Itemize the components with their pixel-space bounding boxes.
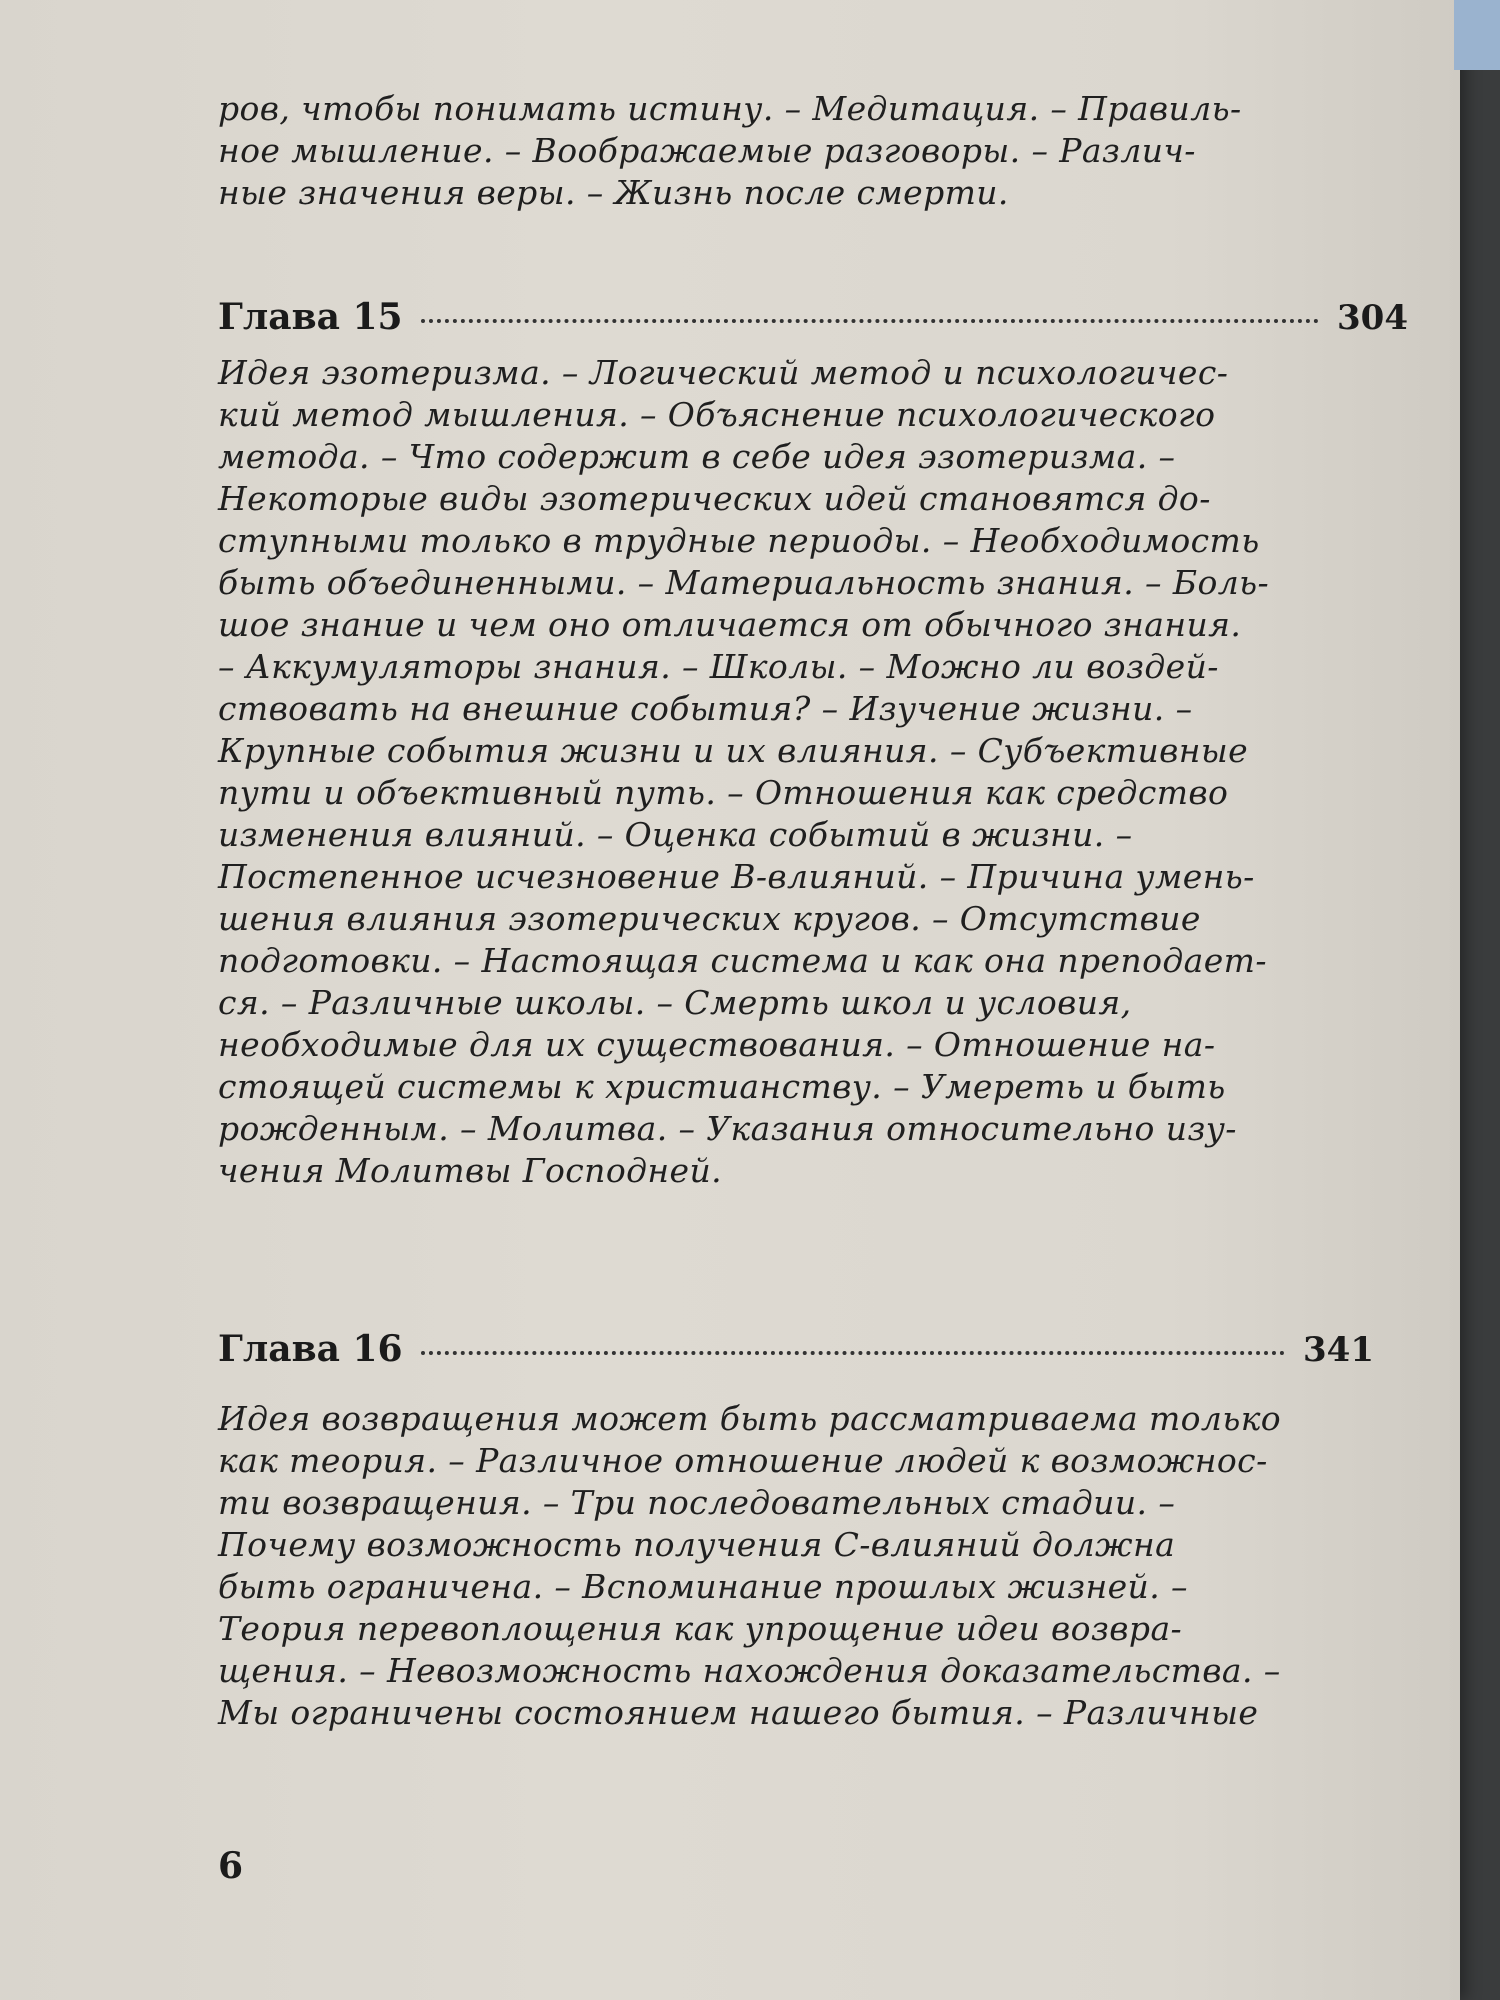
- chapter-16-summary: [218, 1398, 1318, 1734]
- text-line: ное мышление. – Воображаемые разговоры. – Различ-: [218, 131, 1196, 170]
- text-line: Мы ограничены состоянием нашего бытия. – Различные: [218, 1693, 1259, 1732]
- dot-leader: [421, 319, 1319, 323]
- chapter-page-number: 341: [1303, 1330, 1374, 1370]
- chapter-page-number: 304: [1337, 298, 1408, 338]
- text-line: необходимые для их существования. – Отношение на-: [218, 1025, 1216, 1064]
- text-line: Идея возвращения может быть рассматриваема только: [218, 1399, 1282, 1438]
- text-line: ступными только в трудные периоды. – Необходимость: [218, 521, 1260, 560]
- text-line: пути и объективный путь. – Отношения как средство: [218, 773, 1229, 812]
- text-line: шое знание и чем оно отличается от обычного знания.: [218, 605, 1242, 644]
- text-line: Некоторые виды эзотерических идей становятся до-: [218, 479, 1211, 518]
- chapter-15-heading: [218, 296, 1408, 338]
- chapter-title: Глава 16: [218, 1328, 403, 1370]
- text-line: Почему возможность получения С-влияний должна: [218, 1525, 1176, 1564]
- chapter-15-summary: [218, 352, 1318, 1192]
- page-edge-tab: [1454, 0, 1500, 70]
- text-line: кий метод мышления. – Объяснение психологического: [218, 395, 1216, 434]
- text-line: шения влияния эзотерических кругов. – Отсутствие: [218, 899, 1201, 938]
- text-line: подготовки. – Настоящая система и как она преподает-: [218, 941, 1267, 980]
- text-line: щения. – Невозможность нахождения доказательства. –: [218, 1651, 1281, 1690]
- text-line: рожденным. – Молитва. – Указания относительно изу-: [218, 1109, 1237, 1148]
- text-line: стоящей системы к христианству. – Умереть и быть: [218, 1067, 1226, 1106]
- text-line: Идея эзотеризма. – Логический метод и психологичес-: [218, 353, 1229, 392]
- contents-continuation: [218, 88, 1318, 214]
- text-line: Теория перевоплощения как упрощение идеи возвра-: [218, 1609, 1183, 1648]
- text-line: ров, чтобы понимать истину. – Медитация. – Правиль-: [218, 89, 1242, 128]
- text-line: метода. – Что содержит в себе идея эзотеризма. –: [218, 437, 1176, 476]
- text-line: ся. – Различные школы. – Смерть школ и условия,: [218, 983, 1132, 1022]
- text-line: быть объединенными. – Материальность знания. – Боль-: [218, 563, 1270, 602]
- text-line: как теория. – Различное отношение людей к возможнос-: [218, 1441, 1268, 1480]
- text-line: быть ограничена. – Вспоминание прошлых жизней. –: [218, 1567, 1188, 1606]
- text-line: чения Молитвы Господней.: [218, 1151, 723, 1190]
- text-line: изменения влияний. – Оценка событий в жизни. –: [218, 815, 1133, 854]
- text-line: ствовать на внешние события? – Изучение жизни. –: [218, 689, 1193, 728]
- text-line: – Аккумуляторы знания. – Школы. – Можно ли воздей-: [218, 647, 1219, 686]
- chapter-16-heading: [218, 1328, 1374, 1370]
- page-number: 6: [218, 1845, 244, 1887]
- chapter-title: Глава 15: [218, 296, 403, 338]
- text-line: Постепенное исчезновение В-влияний. – Причина умень-: [218, 857, 1255, 896]
- text-line: ти возвращения. – Три последовательных стадии. –: [218, 1483, 1176, 1522]
- text-line: ные значения веры. – Жизнь после смерти.: [218, 173, 1009, 212]
- text-line: Крупные события жизни и их влияния. – Субъективные: [218, 731, 1249, 770]
- dot-leader: [421, 1351, 1285, 1355]
